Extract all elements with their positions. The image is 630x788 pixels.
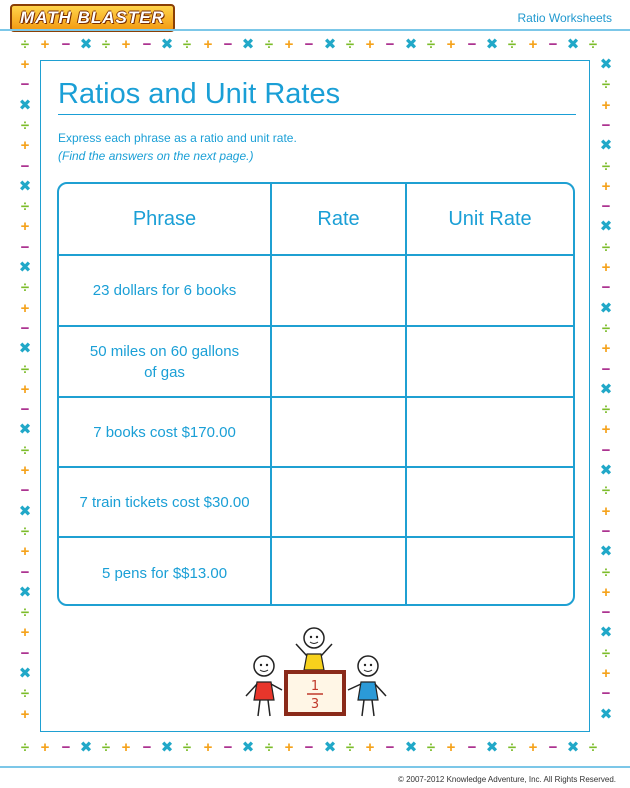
minus-icon: − bbox=[467, 36, 477, 53]
divide-icon: ÷ bbox=[345, 36, 355, 53]
divide-icon: ÷ bbox=[588, 739, 598, 756]
rate-cell[interactable] bbox=[272, 327, 407, 396]
minus-icon: − bbox=[601, 198, 611, 215]
divide-icon: ÷ bbox=[601, 564, 611, 581]
times-icon: ✖ bbox=[485, 36, 499, 53]
times-icon: ✖ bbox=[599, 381, 613, 398]
right-kid-figure bbox=[348, 656, 386, 716]
minus-icon: − bbox=[20, 239, 30, 256]
plus-icon: + bbox=[20, 624, 30, 641]
divide-icon: ÷ bbox=[101, 739, 111, 756]
plus-icon: + bbox=[528, 36, 538, 53]
times-icon: ✖ bbox=[599, 543, 613, 560]
minus-icon: − bbox=[601, 279, 611, 296]
phrase-cell: 50 miles on 60 gallons of gas bbox=[59, 327, 272, 396]
minus-icon: − bbox=[601, 442, 611, 459]
divide-icon: ÷ bbox=[507, 739, 517, 756]
times-icon: ✖ bbox=[323, 739, 337, 756]
times-icon: ✖ bbox=[599, 218, 613, 235]
phrase-cell: 5 pens for $$13.00 bbox=[59, 538, 272, 606]
plus-icon: + bbox=[20, 137, 30, 154]
times-icon: ✖ bbox=[599, 137, 613, 154]
divide-icon: ÷ bbox=[264, 739, 274, 756]
fraction-denominator: 3 bbox=[310, 697, 320, 712]
kids-fraction-illustration bbox=[240, 624, 390, 720]
table-header-row bbox=[59, 184, 573, 256]
divide-icon: ÷ bbox=[601, 76, 611, 93]
minus-icon: − bbox=[548, 739, 558, 756]
plus-icon: + bbox=[528, 739, 538, 756]
rate-cell[interactable] bbox=[272, 256, 407, 325]
divide-icon: ÷ bbox=[20, 198, 30, 215]
divide-icon: ÷ bbox=[182, 36, 192, 53]
times-icon: ✖ bbox=[160, 36, 174, 53]
unit-rate-cell[interactable] bbox=[407, 327, 573, 396]
minus-icon: − bbox=[20, 401, 30, 418]
minus-icon: − bbox=[601, 523, 611, 540]
copyright-text: © 2007-2012 Knowledge Adventure, Inc. All Rights Reserved. bbox=[397, 775, 616, 784]
minus-icon: − bbox=[385, 36, 395, 53]
times-icon: ✖ bbox=[599, 462, 613, 479]
ratio-table bbox=[57, 182, 575, 606]
plus-icon: + bbox=[601, 665, 611, 682]
plus-icon: + bbox=[284, 36, 294, 53]
times-icon: ✖ bbox=[485, 739, 499, 756]
minus-icon: − bbox=[223, 36, 233, 53]
times-icon: ✖ bbox=[18, 340, 32, 357]
times-icon: ✖ bbox=[599, 706, 613, 723]
unit-rate-cell[interactable] bbox=[407, 398, 573, 466]
divide-icon: ÷ bbox=[20, 442, 30, 459]
table-row bbox=[59, 327, 573, 398]
plus-icon: + bbox=[121, 739, 131, 756]
minus-icon: − bbox=[548, 36, 558, 53]
minus-icon: − bbox=[304, 739, 314, 756]
times-icon: ✖ bbox=[566, 36, 580, 53]
times-icon: ✖ bbox=[18, 178, 32, 195]
plus-icon: + bbox=[446, 739, 456, 756]
divide-icon: ÷ bbox=[20, 279, 30, 296]
divide-icon: ÷ bbox=[588, 36, 598, 53]
divide-icon: ÷ bbox=[20, 739, 30, 756]
plus-icon: + bbox=[446, 36, 456, 53]
footer-divider bbox=[0, 766, 630, 768]
divide-icon: ÷ bbox=[601, 645, 611, 662]
times-icon: ✖ bbox=[404, 36, 418, 53]
minus-icon: − bbox=[601, 117, 611, 134]
minus-icon: − bbox=[304, 36, 314, 53]
plus-icon: + bbox=[365, 36, 375, 53]
minus-icon: − bbox=[385, 739, 395, 756]
unit-rate-cell[interactable] bbox=[407, 256, 573, 325]
divide-icon: ÷ bbox=[264, 36, 274, 53]
divide-icon: ÷ bbox=[182, 739, 192, 756]
math-blaster-logo: MATH BLASTER bbox=[10, 4, 175, 32]
divide-icon: ÷ bbox=[426, 739, 436, 756]
plus-icon: + bbox=[20, 543, 30, 560]
title-underline bbox=[58, 114, 576, 115]
plus-icon: + bbox=[601, 421, 611, 438]
divide-icon: ÷ bbox=[601, 482, 611, 499]
column-header-phrase: Phrase bbox=[59, 184, 272, 254]
times-icon: ✖ bbox=[160, 739, 174, 756]
phrase-cell: 7 books cost $170.00 bbox=[59, 398, 272, 466]
times-icon: ✖ bbox=[241, 36, 255, 53]
middle-kid-figure bbox=[296, 628, 332, 670]
times-icon: ✖ bbox=[18, 259, 32, 276]
table-row bbox=[59, 468, 573, 538]
times-icon: ✖ bbox=[18, 584, 32, 601]
minus-icon: − bbox=[20, 320, 30, 337]
times-icon: ✖ bbox=[599, 56, 613, 73]
fraction-sign bbox=[286, 672, 344, 714]
times-icon: ✖ bbox=[323, 36, 337, 53]
divide-icon: ÷ bbox=[601, 239, 611, 256]
times-icon: ✖ bbox=[599, 300, 613, 317]
times-icon: ✖ bbox=[18, 503, 32, 520]
table-row bbox=[59, 398, 573, 468]
minus-icon: − bbox=[223, 739, 233, 756]
divide-icon: ÷ bbox=[601, 320, 611, 337]
rate-cell[interactable] bbox=[272, 538, 407, 606]
minus-icon: − bbox=[601, 604, 611, 621]
divide-icon: ÷ bbox=[20, 361, 30, 378]
plus-icon: + bbox=[20, 218, 30, 235]
unit-rate-cell[interactable] bbox=[407, 468, 573, 536]
divide-icon: ÷ bbox=[601, 401, 611, 418]
header-divider bbox=[0, 29, 630, 31]
divide-icon: ÷ bbox=[20, 685, 30, 702]
times-icon: ✖ bbox=[18, 421, 32, 438]
minus-icon: − bbox=[142, 36, 152, 53]
minus-icon: − bbox=[601, 685, 611, 702]
table-row bbox=[59, 538, 573, 606]
minus-icon: − bbox=[61, 739, 71, 756]
fraction-numerator: 1 bbox=[310, 679, 320, 694]
divide-icon: ÷ bbox=[345, 739, 355, 756]
rate-cell[interactable] bbox=[272, 398, 407, 466]
plus-icon: + bbox=[601, 584, 611, 601]
divide-icon: ÷ bbox=[20, 523, 30, 540]
plus-icon: + bbox=[20, 300, 30, 317]
plus-icon: + bbox=[121, 36, 131, 53]
divide-icon: ÷ bbox=[101, 36, 111, 53]
minus-icon: − bbox=[142, 739, 152, 756]
times-icon: ✖ bbox=[404, 739, 418, 756]
plus-icon: + bbox=[20, 706, 30, 723]
minus-icon: − bbox=[20, 482, 30, 499]
plus-icon: + bbox=[601, 340, 611, 357]
plus-icon: + bbox=[203, 36, 213, 53]
plus-icon: + bbox=[40, 739, 50, 756]
phrase-cell: 23 dollars for 6 books bbox=[59, 256, 272, 325]
minus-icon: − bbox=[20, 76, 30, 93]
unit-rate-cell[interactable] bbox=[407, 538, 573, 606]
minus-icon: − bbox=[20, 645, 30, 662]
plus-icon: + bbox=[365, 739, 375, 756]
left-kid-figure bbox=[246, 656, 282, 716]
phrase-cell: 7 train tickets cost $30.00 bbox=[59, 468, 272, 536]
times-icon: ✖ bbox=[18, 97, 32, 114]
plus-icon: + bbox=[20, 381, 30, 398]
divide-icon: ÷ bbox=[507, 36, 517, 53]
plus-icon: + bbox=[284, 739, 294, 756]
worksheet-title: Ratios and Unit Rates bbox=[58, 78, 341, 110]
column-header-rate: Rate bbox=[272, 184, 407, 254]
divide-icon: ÷ bbox=[601, 158, 611, 175]
minus-icon: − bbox=[467, 739, 477, 756]
divide-icon: ÷ bbox=[426, 36, 436, 53]
column-header-unit-rate: Unit Rate bbox=[448, 207, 532, 230]
minus-icon: − bbox=[601, 361, 611, 378]
times-icon: ✖ bbox=[79, 739, 93, 756]
plus-icon: + bbox=[20, 462, 30, 479]
plus-icon: + bbox=[203, 739, 213, 756]
divide-icon: ÷ bbox=[20, 36, 30, 53]
minus-icon: − bbox=[61, 36, 71, 53]
minus-icon: − bbox=[20, 158, 30, 175]
times-icon: ✖ bbox=[79, 36, 93, 53]
plus-icon: + bbox=[601, 178, 611, 195]
minus-icon: − bbox=[20, 564, 30, 581]
plus-icon: + bbox=[601, 259, 611, 276]
times-icon: ✖ bbox=[241, 739, 255, 756]
divide-icon: ÷ bbox=[20, 117, 30, 134]
instruction-text: Express each phrase as a ratio and unit rate. bbox=[58, 131, 297, 145]
answers-note: (Find the answers on the next page.) bbox=[58, 149, 254, 163]
rate-cell[interactable] bbox=[272, 468, 407, 536]
times-icon: ✖ bbox=[18, 665, 32, 682]
plus-icon: + bbox=[20, 56, 30, 73]
table-row bbox=[59, 256, 573, 327]
plus-icon: + bbox=[40, 36, 50, 53]
times-icon: ✖ bbox=[599, 624, 613, 641]
divide-icon: ÷ bbox=[20, 604, 30, 621]
times-icon: ✖ bbox=[566, 739, 580, 756]
plus-icon: + bbox=[601, 97, 611, 114]
plus-icon: + bbox=[601, 503, 611, 520]
section-label: Ratio Worksheets bbox=[517, 11, 612, 25]
